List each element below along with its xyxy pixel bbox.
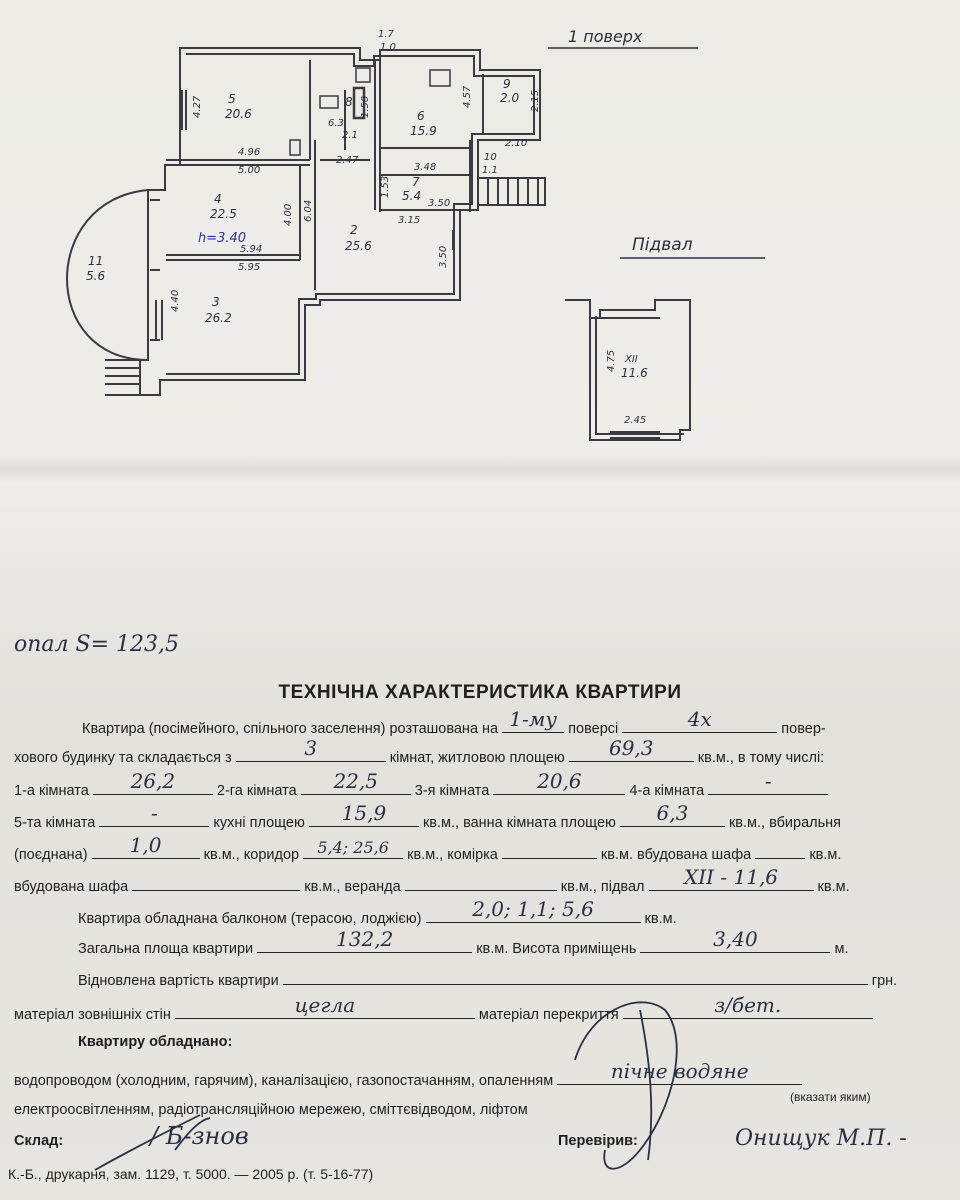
room-number: 7 <box>412 175 420 189</box>
room-number: 2 <box>350 223 358 237</box>
dimension-label: 4.75 <box>606 349 617 372</box>
dimension-label: 3.48 <box>414 162 437 173</box>
form-text: Відновлена вартість квартири <box>78 973 279 989</box>
storeroom-field <box>502 842 597 859</box>
room4-field: - <box>708 778 828 795</box>
basement-label: Підвал <box>632 235 693 255</box>
form-text: 3-я кімната <box>414 783 490 799</box>
form-text: 2-га кімната <box>216 783 297 799</box>
dimension-label: 6.04 <box>303 199 314 222</box>
height-field: 3,40 <box>640 936 830 953</box>
dimension-label: 2.1 <box>342 130 358 141</box>
dimension-label: 2.45 <box>624 415 647 426</box>
room-number: 10 <box>484 152 497 163</box>
dimension-label: 2.15 <box>530 89 541 112</box>
room-number: 4 <box>214 192 222 206</box>
dimension-label: 2.10 <box>505 138 528 149</box>
form-text: хового будинку та складається з <box>14 750 232 766</box>
room-area: 20.6 <box>225 107 252 121</box>
dimension-label: 6.3 <box>328 118 344 129</box>
floors-field: 4х <box>622 716 777 733</box>
form-line-12 <box>14 1059 802 1089</box>
dimension-label: 4.96 <box>238 147 261 158</box>
form-text: кв.м., в тому числі: <box>697 750 825 766</box>
room-area: 2.0 <box>500 91 520 105</box>
closet2-field <box>132 874 300 891</box>
form-text: поверсі <box>568 721 619 737</box>
room-number: 6 <box>417 109 425 123</box>
specify-note: (вказати яким) <box>790 1090 871 1104</box>
form-line-1 <box>82 707 826 737</box>
form-text: матеріал перекриття <box>478 1007 619 1023</box>
form-line-9 <box>78 968 897 989</box>
form-text: кв.м., веранда <box>304 879 401 895</box>
room-area: 22.5 <box>210 207 237 221</box>
room-number: 11 <box>88 254 104 268</box>
dimension-label: 3.50 <box>428 198 451 209</box>
value-field <box>283 968 868 985</box>
dimension-label: 5.00 <box>238 165 261 176</box>
walls-material-field: цегла <box>175 1002 475 1019</box>
form-text: кв.м., вбиральня <box>728 815 842 831</box>
room-number: 8 <box>345 95 353 109</box>
form-line-4 <box>14 801 842 831</box>
form-text: водопроводом (холодним, гарячим), каналізацією, газопостачанням, опаленням <box>14 1073 554 1089</box>
dimension-label: 3.50 <box>438 245 449 268</box>
heating-field: пічне водяне <box>557 1068 802 1085</box>
form-line-13 <box>14 1102 528 1118</box>
floor-field: 1-му <box>502 716 564 733</box>
form-text: Загальна площа квартири <box>78 941 254 957</box>
checker-label: Перевірив: <box>558 1133 638 1149</box>
living-area-field: 69,3 <box>569 745 694 762</box>
form-text: м. <box>834 941 849 957</box>
form-text: 1-а кімната <box>14 783 89 799</box>
basement-field: XII - 11,6 <box>649 874 814 891</box>
room1-field: 26,2 <box>93 778 213 795</box>
dimension-label: 1.0 <box>380 42 396 53</box>
form-line-7 <box>78 897 677 927</box>
balcony-field: 2,0; 1,1; 5,6 <box>426 906 641 923</box>
composer-signature: / Б-знов <box>150 1122 249 1150</box>
dimension-label: 4.00 <box>283 203 294 226</box>
form-text: кв.м., коридор <box>203 847 300 863</box>
floor-plan <box>0 0 960 470</box>
dimension-label: 4.27 <box>192 95 203 118</box>
form-text: кв.м., ванна кімната площею <box>422 815 616 831</box>
form-text: Квартира (посімейного, спільного заселення) розташована на <box>82 721 499 737</box>
form-text: кв.м. вбудована шафа <box>600 847 752 863</box>
veranda-field <box>405 874 557 891</box>
form-text: вбудована шафа <box>14 879 129 895</box>
dimension-label: 1.7 <box>378 29 394 40</box>
height-note: h=3.40 <box>198 231 247 246</box>
form-text: (поєднана) <box>14 847 88 863</box>
checker-signature: Онищук М.П. - <box>735 1126 907 1151</box>
form-text: кв.м., підвал <box>560 879 645 895</box>
room-area: 11.6 <box>621 366 648 380</box>
form-text: електроосвітленням, радіотрансляційною мережею, сміттєвідводом, ліфтом <box>14 1102 528 1118</box>
corridor-field: 5,4; 25,6 <box>303 842 403 859</box>
form-line-6 <box>14 865 850 895</box>
room2-field: 22,5 <box>301 778 411 795</box>
dimension-label: 3.15 <box>398 215 421 226</box>
printer-footer: К.-Б., друкарня, зам. 1129, т. 5000. — 2005 р. (т. 5-16-77) <box>8 1166 374 1182</box>
form-text: кв.м. <box>809 847 842 863</box>
form-text: кв.м. <box>817 879 850 895</box>
room-number: XII <box>625 354 638 365</box>
room5-field: - <box>99 810 209 827</box>
form-line-10 <box>14 993 873 1023</box>
form-line-8 <box>78 927 849 957</box>
closet-field <box>755 842 805 859</box>
form-text: повер- <box>781 721 826 737</box>
form-text: 5-та кімната <box>14 815 96 831</box>
dimension-label: 4.57 <box>462 85 473 108</box>
room-area: 5.6 <box>86 269 106 283</box>
dimension-label: 4.40 <box>170 289 181 312</box>
room-area: 15.9 <box>410 124 437 138</box>
room-area: 25.6 <box>345 239 372 253</box>
dimension-label: 2.47 <box>336 155 359 166</box>
form-text: грн. <box>871 973 898 989</box>
form-text: Квартира обладнана балконом (терасою, лоджією) <box>78 911 422 927</box>
kitchen-field: 15,9 <box>309 810 419 827</box>
form-line-5 <box>14 833 842 863</box>
form-text: кв.м., комірка <box>407 847 498 863</box>
rooms-count-field: 3 <box>236 745 386 762</box>
form-text: матеріал зовнішніх стін <box>14 1007 171 1023</box>
floor-label: 1 поверх <box>568 27 643 46</box>
form-text: кімнат, житловою площею <box>389 750 565 766</box>
room-area: 26.2 <box>205 311 232 325</box>
dimension-label: 5.95 <box>238 262 261 273</box>
dimension-label: 1.50 <box>360 95 371 118</box>
dimension-label: 1.53 <box>380 175 391 198</box>
equipment-heading: Квартиру обладнано: <box>78 1034 233 1050</box>
form-title: ТЕХНІЧНА ХАРАКТЕРИСТИКА КВАРТИРИ <box>278 682 682 703</box>
wc-field: 1,0 <box>92 842 200 859</box>
bath-field: 6,3 <box>620 810 725 827</box>
room-number: 9 <box>503 77 511 91</box>
form-text: кв.м. <box>644 911 677 927</box>
room3-field: 20,6 <box>493 778 625 795</box>
composer-label: Склад: <box>14 1133 64 1149</box>
form-line-2 <box>14 736 825 766</box>
form-text: кухні площею <box>213 815 305 831</box>
total-area-field: 132,2 <box>257 936 472 953</box>
form-text: кв.м. Висота приміщень <box>476 941 637 957</box>
slab-material-field: з/бет. <box>623 1002 873 1019</box>
dimension-label: 5.94 <box>240 244 263 255</box>
room-area: 5.4 <box>402 189 422 203</box>
dimension-label: 1.1 <box>482 165 498 176</box>
form-line-3 <box>14 769 828 799</box>
room-number: 5 <box>228 92 236 106</box>
form-text: 4-а кімната <box>629 783 705 799</box>
area-note: опал S= 123,5 <box>14 632 180 657</box>
room-number: 3 <box>212 295 220 309</box>
